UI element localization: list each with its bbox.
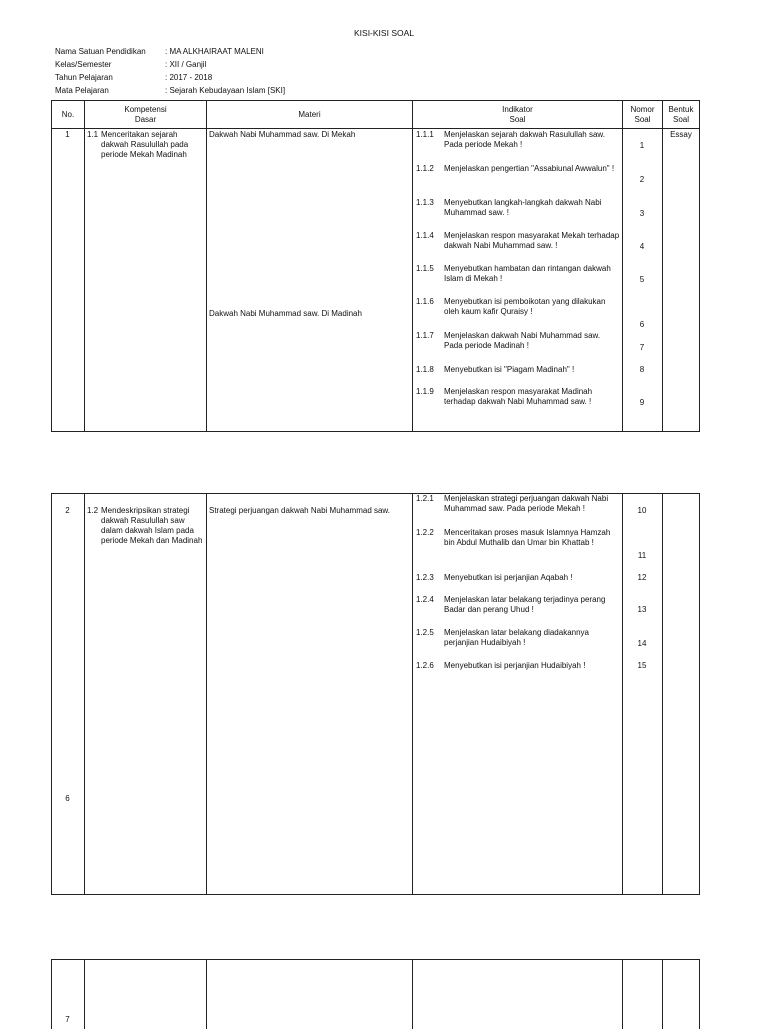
- t1-indicator-text: Menjelaskan sejarah dakwah Rasulullah saw. Pada periode Mekah !: [444, 130, 605, 149]
- t1-nomor: 2: [639, 175, 645, 184]
- header-nomor-line2: Soal: [634, 114, 651, 124]
- t1-indicator-text: Menyebutkan langkah-langkah dakwah Nabi Muhammad saw. !: [444, 198, 602, 217]
- t1-indicator-text: Menjelaskan respon masyarakat Mekah terhadap dakwah Nabi Muhammad saw. !: [444, 231, 620, 250]
- t2-col-kd: [84, 493, 206, 895]
- header-nomor-line1: Nomor: [630, 104, 655, 114]
- t1-indicator-number: 1.1.1: [416, 130, 434, 139]
- t1-indicator-number: 1.1.9: [416, 387, 434, 396]
- t1-nomor: 9: [639, 398, 645, 407]
- t1-kd-text: Menceritakan sejarah dakwah Rasulullah pada periode Mekah Madinah: [101, 130, 189, 159]
- t1-col-materi: [206, 128, 412, 432]
- t1-indicator-number: 1.1.3: [416, 198, 434, 207]
- info-label-year: Tahun Pelajaran: [55, 73, 113, 82]
- t1-nomor: 3: [639, 209, 645, 218]
- t1-indicator-number: 1.1.5: [416, 264, 434, 273]
- t2-indicator-number: 1.2.1: [416, 494, 434, 503]
- header-nomor: [622, 100, 662, 128]
- t1-indicator-number: 1.1.6: [416, 297, 434, 306]
- t1-nomor: 1: [639, 141, 645, 150]
- header-bentuk-line2: Soal: [672, 114, 689, 124]
- header-materi-label: Materi: [298, 109, 321, 119]
- header-no: [51, 100, 84, 128]
- t2-row-no: 2: [65, 506, 70, 515]
- header-indikator-line2: Soal: [509, 114, 526, 124]
- t2-kd-number: 1.2: [87, 506, 99, 515]
- t1-indicator-text: Menyebutkan isi "Piagam Madinah" !: [444, 365, 575, 374]
- t1-indicator-number: 1.1.8: [416, 365, 434, 374]
- header-bentuk-line1: Bentuk: [668, 104, 694, 114]
- t2-indicator-number: 1.2.4: [416, 595, 434, 604]
- info-value-subject: : Sejarah Kebudayaan Islam [SKI]: [165, 86, 286, 95]
- t1-nomor: 5: [639, 275, 645, 284]
- t1-kd-number: 1.1: [87, 130, 99, 139]
- t1-indicator-number: 1.1.4: [416, 231, 434, 240]
- t1-nomor: 6: [639, 320, 645, 329]
- t2-nomor: 15: [637, 661, 647, 670]
- info-value-year: : 2017 - 2018: [165, 73, 213, 82]
- t1-nomor: 8: [639, 365, 645, 374]
- t2-nomor: 11: [637, 551, 647, 560]
- t2-col-no: [51, 493, 84, 895]
- t3-row-no: 7: [65, 1015, 70, 1024]
- document-title: KISI-KISI SOAL: [354, 28, 414, 38]
- t2-indicator-number: 1.2.2: [416, 528, 434, 537]
- t1-indicator-text: Menjelaskan dakwah Nabi Muhammad saw. Pada periode Madinah !: [444, 331, 601, 350]
- t1-indicator-text: Menjelaskan respon masyarakat Madinah terhadap dakwah Nabi Muhammad saw. !: [444, 387, 593, 406]
- t3-col-nomor: [622, 959, 662, 1029]
- info-label-subject: Mata Pelajaran: [55, 86, 109, 95]
- t2-col-indikator: [412, 493, 622, 895]
- t2-nomor: 14: [637, 639, 647, 648]
- header-kd-line1: Kompetensi: [124, 104, 167, 114]
- t2-indicator-text: Menjelaskan strategi perjuangan dakwah Nabi Muhammad saw. Pada periode Mekah !: [444, 494, 609, 513]
- t2-indicator-text: Menjelaskan latar belakang terjadinya perang Badar dan perang Uhud !: [444, 595, 606, 614]
- t2-materi: Strategi perjuangan dakwah Nabi Muhammad saw.: [209, 506, 390, 515]
- header-indikator-line1: Indikator: [502, 104, 533, 114]
- t2-kd-text: Mendeskripsikan strategi dakwah Rasulullah saw dalam dakwah Islam pada periode Mekah dan Madinah: [101, 506, 203, 545]
- t2-nomor: 10: [637, 506, 647, 515]
- t1-indicator-text: Menjelaskan pengertian "Assabiunal Awwalun" !: [444, 164, 615, 173]
- t2-nomor: 12: [637, 573, 647, 582]
- header-kd-line2: Dasar: [134, 114, 157, 124]
- t3-col-bentuk: [662, 959, 700, 1029]
- t2-indicator-number: 1.2.3: [416, 573, 434, 582]
- info-label-class: Kelas/Semester: [55, 60, 112, 69]
- t1-bentuk: Essay: [670, 130, 692, 139]
- t1-col-no: [51, 128, 84, 432]
- t3-col-indikator: [412, 959, 622, 1029]
- t1-nomor: 7: [639, 343, 645, 352]
- t2-indicator-number: 1.2.6: [416, 661, 434, 670]
- t3-col-materi: [206, 959, 412, 1029]
- t2-indicator-text: Menjelaskan latar belakang diadakannya perjanjian Hudaibiyah !: [444, 628, 589, 647]
- t2-col-bentuk: [662, 493, 700, 895]
- t2-col-materi: [206, 493, 412, 895]
- header-indikator: [412, 100, 622, 128]
- t2-nomor: 13: [637, 605, 647, 614]
- t1-materi-mekah: Dakwah Nabi Muhammad saw. Di Mekah: [209, 130, 356, 139]
- t1-materi-madinah: Dakwah Nabi Muhammad saw. Di Madinah: [209, 309, 362, 318]
- t1-nomor: 4: [639, 242, 645, 251]
- t2-indicator-text: Menceritakan proses masuk Islamnya Hamzah bin Abdul Muthalib dan Umar bin Khattab !: [444, 528, 611, 547]
- header-no-label: No.: [61, 109, 75, 119]
- t3-col-kd: [84, 959, 206, 1029]
- t1-indicator-text: Menyebutkan hambatan dan rintangan dakwah Islam di Mekah !: [444, 264, 611, 283]
- t1-indicator-number: 1.1.7: [416, 331, 434, 340]
- header-materi: [206, 100, 412, 128]
- t1-row-no: 1: [65, 130, 70, 139]
- t2-indicator-number: 1.2.5: [416, 628, 434, 637]
- info-value-school: : MA ALKHAIRAAT MALENI: [165, 47, 264, 56]
- t1-col-bentuk: [662, 128, 700, 432]
- t2-row-no-extra: 6: [65, 794, 70, 803]
- info-label-school: Nama Satuan Pendidikan: [55, 47, 146, 56]
- header-kd: [84, 100, 206, 128]
- t2-indicator-text: Menyebutkan isi perjanjian Hudaibiyah !: [444, 661, 586, 670]
- t1-col-kd: [84, 128, 206, 432]
- t1-indicator-text: Menyebutkan isi pemboikotan yang dilakukan oleh kaum kafir Quraisy !: [444, 297, 606, 316]
- header-bentuk: [662, 100, 700, 128]
- t2-indicator-text: Menyebutkan isi perjanjian Aqabah !: [444, 573, 573, 582]
- t1-indicator-number: 1.1.2: [416, 164, 434, 173]
- info-value-class: : XII / Ganjil: [165, 60, 207, 69]
